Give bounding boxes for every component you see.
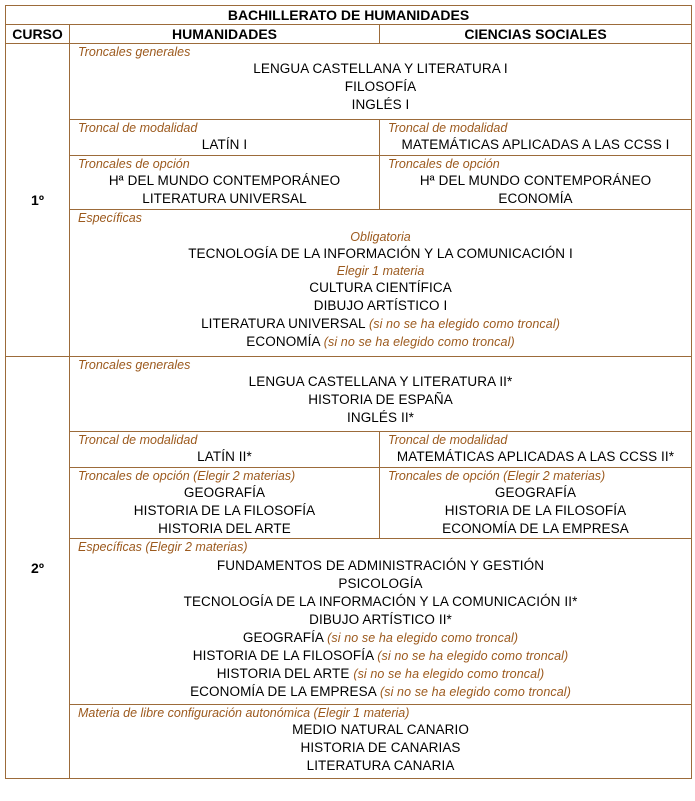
y2-ccss-opcion-label: Troncales de opción (Elegir 2 materias) [388, 469, 606, 483]
subject-name: ECONOMÍA DE LA EMPRESA [190, 684, 377, 699]
list-item: GEOGRAFÍA [183, 485, 266, 500]
subject-name: ECONOMÍA [246, 334, 320, 349]
curriculum-table [5, 5, 692, 779]
y2-ccss-troncales-opcion [380, 468, 692, 539]
y1-ccss-troncal-modalidad [380, 120, 692, 156]
y2-hum-modalidad-label: Troncal de modalidad [78, 433, 198, 447]
y2-libre-configuracion-row [6, 705, 692, 779]
y2-ccss-modalidad-label: Troncal de modalidad [388, 433, 508, 447]
y2-troncales-opcion-row [6, 468, 692, 539]
list-item: HISTORIA DE CANARIAS [300, 740, 461, 755]
troncal-note: (si no se ha elegido como troncal) [368, 317, 560, 331]
troncal-note: (si no se ha elegido como troncal) [379, 685, 571, 699]
y2-especificas-label: Específicas (Elegir 2 materias) [78, 540, 248, 554]
y1-hum-troncal-modalidad [70, 120, 380, 156]
table-title: BACHILLERATO DE HUMANIDADES [6, 6, 692, 25]
y2-troncales-generales [70, 357, 692, 432]
list-item: ECONOMÍA [498, 191, 573, 206]
y2-troncales-generales-label: Troncales generales [78, 358, 191, 372]
y1-especificas [70, 210, 692, 357]
y2-libre-configuracion [70, 705, 692, 779]
list-item [70, 315, 691, 333]
troncal-note: (si no se ha elegido como troncal) [323, 335, 515, 349]
list-item: LITERATURA UNIVERSAL [142, 191, 307, 206]
troncal-note: (si no se ha elegido como troncal) [327, 631, 519, 645]
subject-name: HISTORIA DEL ARTE [216, 666, 350, 681]
list-item: INGLÉS I [351, 97, 410, 112]
header-row [6, 25, 692, 44]
y1-ccss-troncales-opcion [380, 156, 692, 210]
list-item: LITERATURA CANARIA [306, 758, 455, 773]
list-item: LENGUA CASTELLANA Y LITERATURA I [253, 61, 508, 76]
y1-troncales-generales-row [6, 44, 692, 120]
list-item: LATÍN II* [197, 449, 252, 464]
list-item: DIBUJO ARTÍSTICO II* [309, 612, 452, 627]
header-curso: CURSO [6, 25, 70, 44]
y1-troncales-generales-label: Troncales generales [78, 45, 191, 59]
list-item: LENGUA CASTELLANA Y LITERATURA II* [248, 374, 513, 389]
header-ciencias-sociales: CIENCIAS SOCIALES [380, 25, 692, 44]
list-item: DIBUJO ARTÍSTICO I [313, 298, 448, 313]
y2-troncal-modalidad-row [6, 432, 692, 468]
year-1-label: 1º [6, 44, 70, 357]
list-item [70, 683, 691, 701]
troncal-note: (si no se ha elegido como troncal) [377, 649, 569, 663]
y1-hum-troncales-opcion [70, 156, 380, 210]
list-item: TECNOLOGÍA DE LA INFORMACIÓN Y LA COMUNICACIÓN I [188, 246, 573, 261]
list-item [70, 333, 691, 351]
list-item [70, 647, 691, 665]
y2-especificas-row [6, 539, 692, 705]
subject-name: HISTORIA DE LA FILOSOFÍA [192, 648, 374, 663]
list-item: HISTORIA DE LA FILOSOFÍA [133, 503, 316, 518]
y1-ccss-opcion-label: Troncales de opción [388, 157, 500, 171]
y1-troncales-generales [70, 44, 692, 120]
y2-especificas [70, 539, 692, 705]
y1-ccss-modalidad-label: Troncal de modalidad [388, 121, 508, 135]
header-humanidades: HUMANIDADES [70, 25, 380, 44]
subject-name: GEOGRAFÍA [242, 630, 324, 645]
year-2-label: 2º [6, 357, 70, 779]
y1-troncal-modalidad-row [6, 120, 692, 156]
y2-libre-label: Materia de libre configuración autonómica (Elegir 1 materia) [78, 706, 410, 720]
list-item: PSICOLOGÍA [338, 576, 423, 591]
list-item: CULTURA CIENTÍFICA [309, 280, 452, 295]
y1-hum-opcion-label: Troncales de opción [78, 157, 190, 171]
subject-name: LITERATURA UNIVERSAL [201, 316, 366, 331]
list-item [70, 665, 691, 683]
y1-troncales-opcion-row [6, 156, 692, 210]
list-item: Hª DEL MUNDO CONTEMPORÁNEO [419, 173, 652, 188]
y1-elegir-label: Elegir 1 materia [336, 264, 425, 278]
list-item: LATÍN I [201, 137, 248, 152]
y1-especificas-label: Específicas [78, 211, 142, 225]
list-item: HISTORIA DEL ARTE [158, 521, 291, 536]
list-item: HISTORIA DE LA FILOSOFÍA [444, 503, 627, 518]
y2-hum-troncales-opcion [70, 468, 380, 539]
list-item: MEDIO NATURAL CANARIO [292, 722, 469, 737]
list-item: ECONOMÍA DE LA EMPRESA [442, 521, 629, 536]
list-item: Hª DEL MUNDO CONTEMPORÁNEO [108, 173, 341, 188]
list-item: MATEMÁTICAS APLICADAS A LAS CCSS I [401, 137, 670, 152]
y1-especificas-row [6, 210, 692, 357]
list-item: GEOGRAFÍA [494, 485, 577, 500]
list-item [70, 629, 691, 647]
list-item: FUNDAMENTOS DE ADMINISTRACIÓN Y GESTIÓN [216, 558, 545, 573]
title-row [6, 6, 692, 25]
y2-ccss-troncal-modalidad [380, 432, 692, 468]
y1-hum-modalidad-label: Troncal de modalidad [78, 121, 198, 135]
y2-troncales-generales-row [6, 357, 692, 432]
list-item: FILOSOFÍA [344, 79, 417, 94]
troncal-note: (si no se ha elegido como troncal) [353, 667, 545, 681]
y2-hum-troncal-modalidad [70, 432, 380, 468]
y1-obligatoria-label: Obligatoria [350, 230, 411, 244]
list-item: MATEMÁTICAS APLICADAS A LAS CCSS II* [396, 449, 675, 464]
y2-hum-opcion-label: Troncales de opción (Elegir 2 materias) [78, 469, 296, 483]
list-item: TECNOLOGÍA DE LA INFORMACIÓN Y LA COMUNICACIÓN II* [183, 594, 578, 609]
list-item: HISTORIA DE ESPAÑA [308, 392, 453, 407]
list-item: INGLÉS II* [347, 410, 415, 425]
